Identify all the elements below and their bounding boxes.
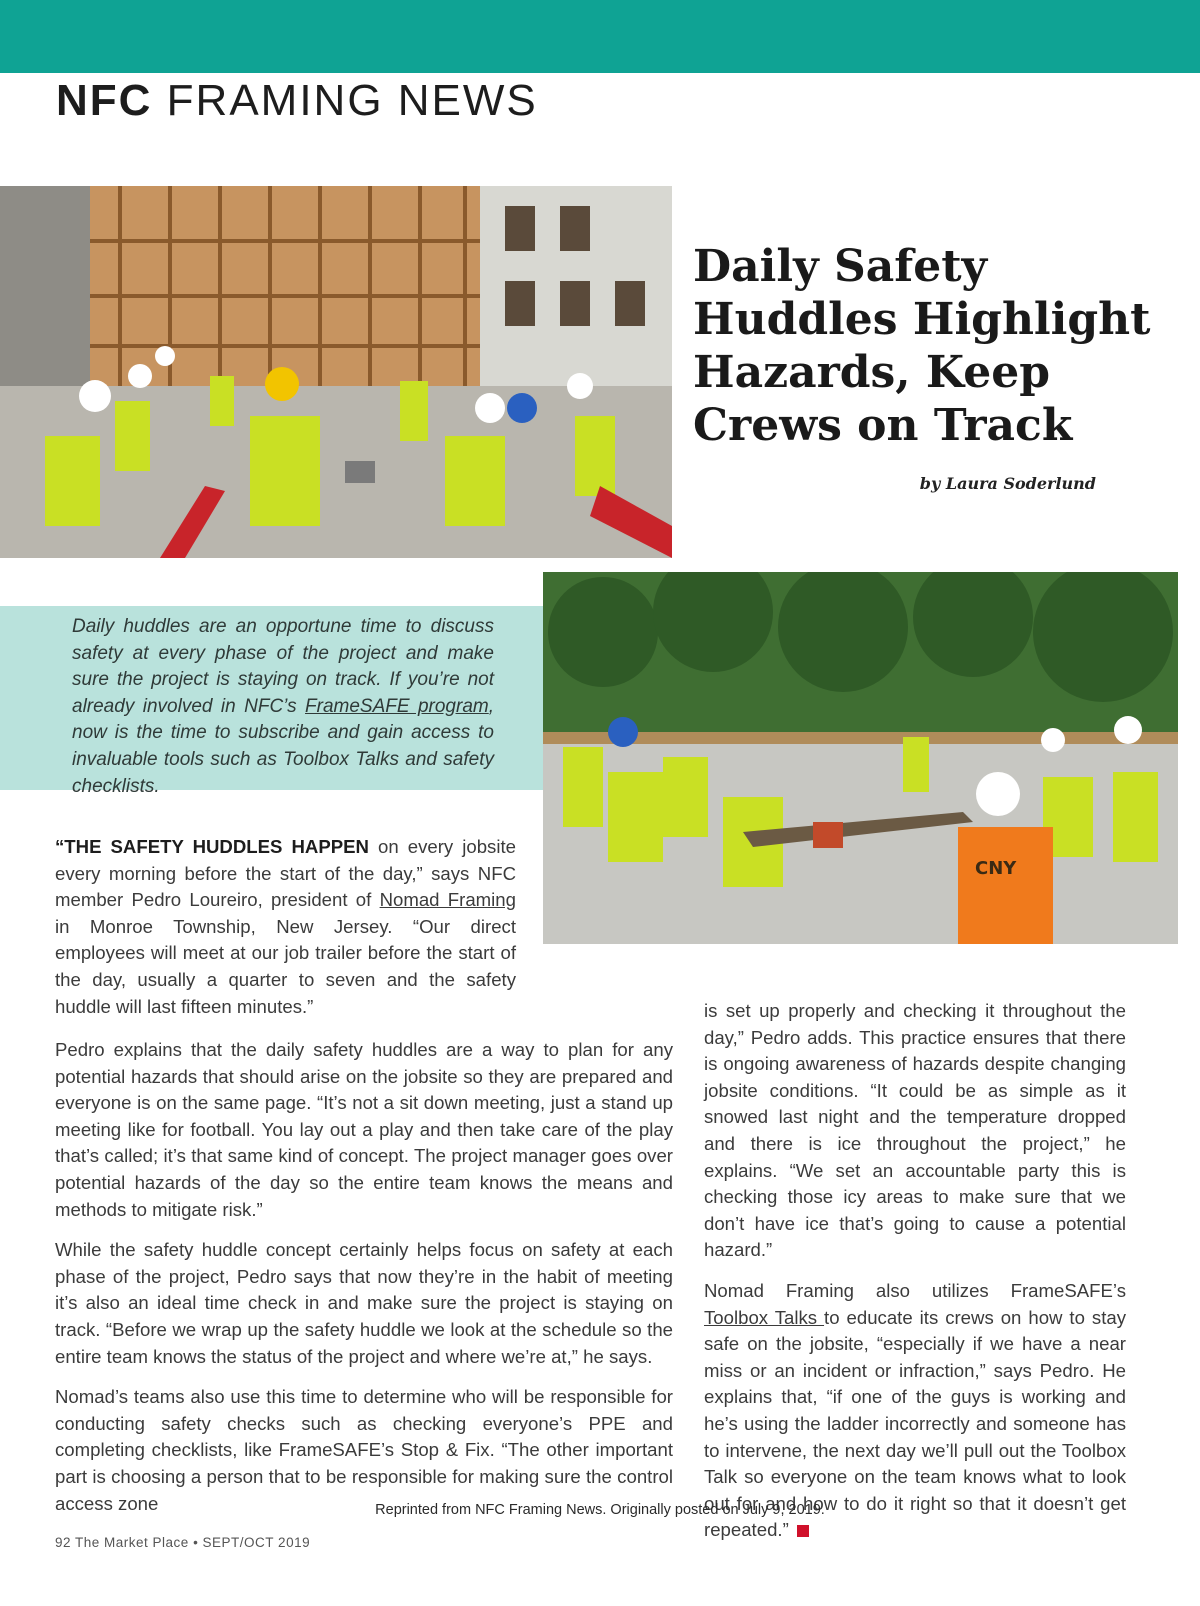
para6-text-2: to educate its crews on how to stay safe on the jobsite, “especially if we have a near miss or an incident or infraction,” says Pedro. He explains that, “if one of the guys is working and he’s using the ladder incorrectly and someone has to intervene, the next day we’ll pull out the Toolbox Talk so everyone on the team knows what to look out for and how to do it right so that it doesn’t get repeated.” bbox=[704, 1306, 1126, 1541]
paragraph-3: While the safety huddle concept certainly helps focus on safety at each phase of the project, Pedro says that now they’re in the habit of meeting it’s also an ideal time check in and make sure the project is staying on track. “Before we wrap up the safety huddle we look at the schedule so the entire team knows the status of the project and where we’re at,” he says. bbox=[55, 1239, 673, 1367]
photo-jobsite-huddle bbox=[0, 186, 672, 558]
paragraph-2: Pedro explains that the daily safety huddles are a way to plan for any potential hazards that should arise on the jobsite so they are prepared and everyone is on the same page. “It’s not a sit down meeting, just a stand up meeting like for football. You lay out a play and then take care of the play that’s called; it’s that same kind of concept. The project manager goes over potential hazards of the day so the entire team knows the means and methods to mitigate risk.” bbox=[55, 1039, 673, 1220]
header-color-bar bbox=[0, 0, 1200, 73]
vest-label-cny: CNY bbox=[975, 858, 1017, 879]
nomad-framing-link[interactable]: Nomad Framing bbox=[379, 889, 516, 911]
photo-crew-circle bbox=[543, 572, 1178, 944]
brand-bold: NFC bbox=[56, 76, 153, 125]
pullquote-text-1: Daily huddles are an opportune time to discuss safety at every phase of the project and make sure the project is staying on track. If you’re not already involved in NFC’s bbox=[72, 616, 494, 717]
paragraph-5: is set up properly and checking it throughout the day,” Pedro adds. This practice ensures that there is ongoing awareness of hazards despite changing jobsite conditions. “It could be as simple as it snowed last night and the temperature dropped and there is ice throughout the project,” he explains. “We set an accountable party this is checking those icy areas to make sure that we don’t have ice that’s going to cause a potential hazard.” bbox=[704, 1000, 1126, 1261]
reprint-note: Reprinted from NFC Framing News. Originally posted on July 9, 2019. bbox=[375, 1502, 825, 1518]
framesafe-program-link[interactable]: FrameSAFE program bbox=[305, 695, 489, 717]
pullquote bbox=[72, 614, 494, 800]
article-column-right bbox=[704, 998, 1126, 1558]
article-headline: Daily Safety Huddles Highlight Hazards, Keep Crews on Track bbox=[693, 241, 1151, 451]
page-footer: 92 The Market Place • SEPT/OCT 2019 bbox=[55, 1535, 311, 1550]
article-byline: by Laura Soderlund bbox=[919, 474, 1096, 493]
lead-text-2: in Monroe Township, New Jersey. “Our direct employees will meet at our job trailer before the start of the day, usually a quarter to seven and the safety huddle will last fifteen minutes.” bbox=[55, 915, 516, 1017]
lead-caps: “THE SAFETY HUDDLES HAPPEN bbox=[55, 836, 369, 857]
paragraph-4: Nomad’s teams also use this time to determine who will be responsible for conducting safety checks such as checking everyone’s PPE and completing checklists, like FrameSAFE’s Stop & Fix. “The other important part is choosing a person that to be responsible for making sure the control access zone bbox=[55, 1386, 673, 1514]
brand-light: FRAMING NEWS bbox=[166, 76, 538, 125]
article-lead-paragraph bbox=[55, 834, 516, 1034]
toolbox-talks-link[interactable]: Toolbox Talks bbox=[704, 1306, 825, 1328]
end-mark-square-icon bbox=[797, 1525, 809, 1537]
lead-text-1: on every jobsite every morning before the start of the day,” says NFC member Pedro Loureiro, president of bbox=[55, 836, 516, 911]
pullquote-text-2: , now is the time to subscribe and gain access to invaluable tools such as Toolbox Talks and safety checklists. bbox=[72, 695, 495, 797]
section-title bbox=[56, 76, 538, 126]
article-column-left bbox=[55, 1037, 673, 1531]
para6-text-1: Nomad Framing also utilizes FrameSAFE’s bbox=[704, 1279, 1126, 1301]
